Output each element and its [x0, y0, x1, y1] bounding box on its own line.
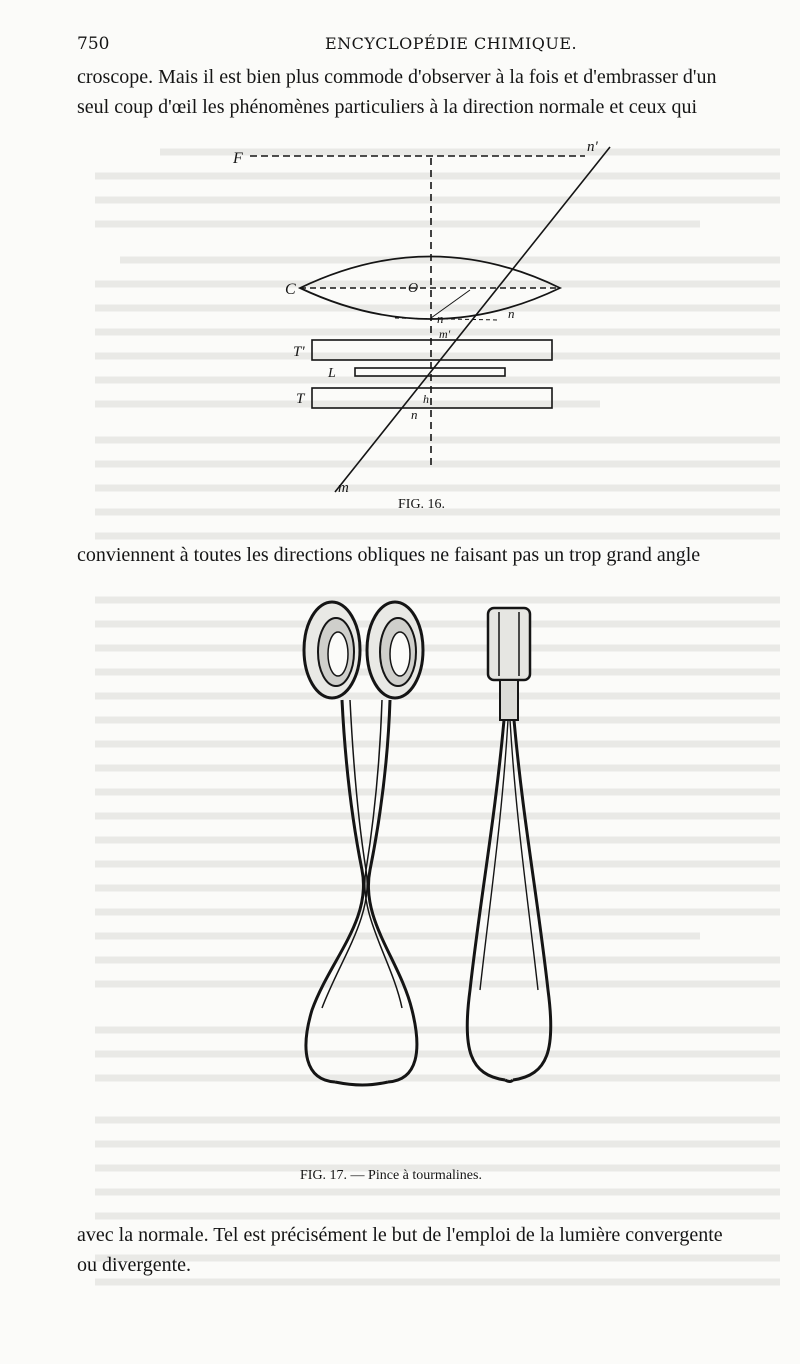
wire-arm [306, 700, 364, 1082]
disc-right-hole [390, 632, 410, 676]
plate-t [312, 388, 552, 408]
text-line: croscope. Mais il est bien plus commode d'observer à la fois et d'embrasser d'un [77, 66, 717, 88]
wire-arm [368, 700, 416, 1082]
label-m-prime: m' [439, 327, 451, 341]
text-line: seul coup d'œil les phénomènes particuliers à la direction normale et ceux qui [77, 96, 698, 118]
label-n-prime: n' [587, 139, 598, 155]
running-title: ENCYCLOPÉDIE CHIMIQUE. [325, 34, 578, 53]
side-wire [513, 720, 551, 1080]
figure-17-caption: FIG. 17. — Pince à tourmalines. [300, 1168, 482, 1183]
text-line: conviennent à toutes les directions obliques ne faisant pas un trop grand angle [77, 544, 701, 566]
text-line: ou divergente. [77, 1254, 192, 1276]
label-t-prime: T' [293, 344, 305, 360]
disc-left-hole [328, 632, 348, 676]
paragraph-bottom [77, 1220, 783, 1280]
label-l: L [328, 366, 336, 381]
side-wire-inner [480, 720, 508, 990]
label-f: F [233, 150, 243, 167]
side-wire-loop [505, 1080, 513, 1082]
hinge-block [500, 680, 518, 720]
figure-16-caption: FIG. 16. [398, 497, 446, 512]
label-c: C [285, 281, 296, 298]
wire-loop [335, 1082, 388, 1085]
side-wire [467, 720, 505, 1080]
label-n3: n [411, 407, 418, 422]
page-header [77, 30, 757, 60]
paragraph-middle [77, 540, 783, 570]
label-m: m [338, 480, 349, 496]
paragraph-top [77, 62, 783, 122]
text-line: avec la normale. Tel est précisément le but de l'emploi de la lumière convergente [77, 1224, 723, 1246]
label-h: h [423, 392, 429, 406]
label-t: T [296, 391, 305, 407]
plate-t-prime [312, 340, 552, 360]
tongs-front-view [304, 602, 423, 1085]
figure-16-diagram [0, 130, 800, 650]
disc-pair-side [488, 608, 530, 680]
wire-arm-inner [365, 700, 402, 1008]
label-n1: n [508, 306, 515, 321]
side-wire-inner [510, 720, 538, 990]
tongs-side-view [467, 608, 551, 1082]
figure-17-illustration [0, 590, 800, 1170]
label-o: O [408, 281, 419, 296]
page-number: 750 [77, 34, 110, 54]
label-n2: n [437, 311, 444, 326]
